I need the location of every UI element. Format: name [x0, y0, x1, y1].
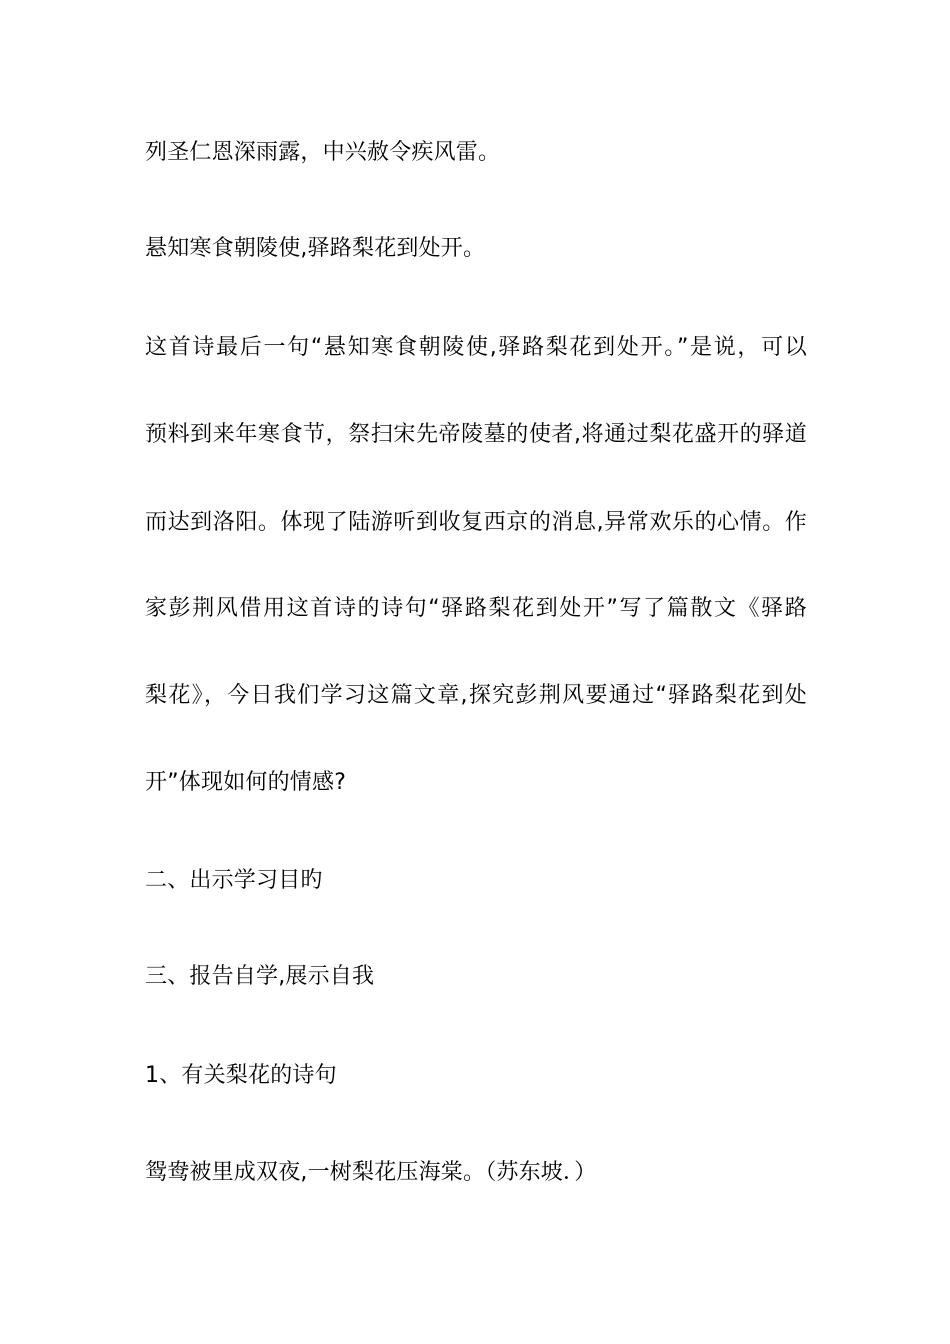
poem-line-2: 悬知寒食朝陵使,驿路梨花到处开。	[145, 236, 486, 261]
poem-line-1: 列圣仁恩深雨露，中兴赦令疾风雷。	[145, 140, 501, 165]
section-heading-3: 三、报告自学,展示自我	[145, 964, 375, 989]
paragraph-line-6: 开”体现如何的情感?	[145, 770, 347, 795]
quoted-poem-line: 鸳鸯被里成双夜,一树梨花压海棠。（苏东坡．）	[145, 1160, 597, 1185]
subsection-heading-1: 1、有关梨花的诗句	[145, 1063, 337, 1088]
paragraph-line-4: 家彭荆风借用这首诗的诗句“驿路梨花到处开”写了篇散文《驿路	[145, 596, 807, 621]
paragraph-line-5: 梨花》，今日我们学习这篇文章,探究彭荆风要通过“驿路梨花到处	[145, 683, 807, 708]
paragraph-line-2: 预料到来年寒食节，祭扫宋先帝陵墓的使者,将通过梨花盛开的驿道	[145, 422, 807, 447]
paragraph-line-1: 这首诗最后一句“悬知寒食朝陵使,驿路梨花到处开。”是说，可以	[145, 335, 807, 360]
section-heading-2: 二、出示学习目旳	[145, 868, 323, 893]
paragraph-line-3: 而达到洛阳。体现了陆游听到收复西京的消息,异常欢乐的心情。作	[145, 510, 807, 535]
